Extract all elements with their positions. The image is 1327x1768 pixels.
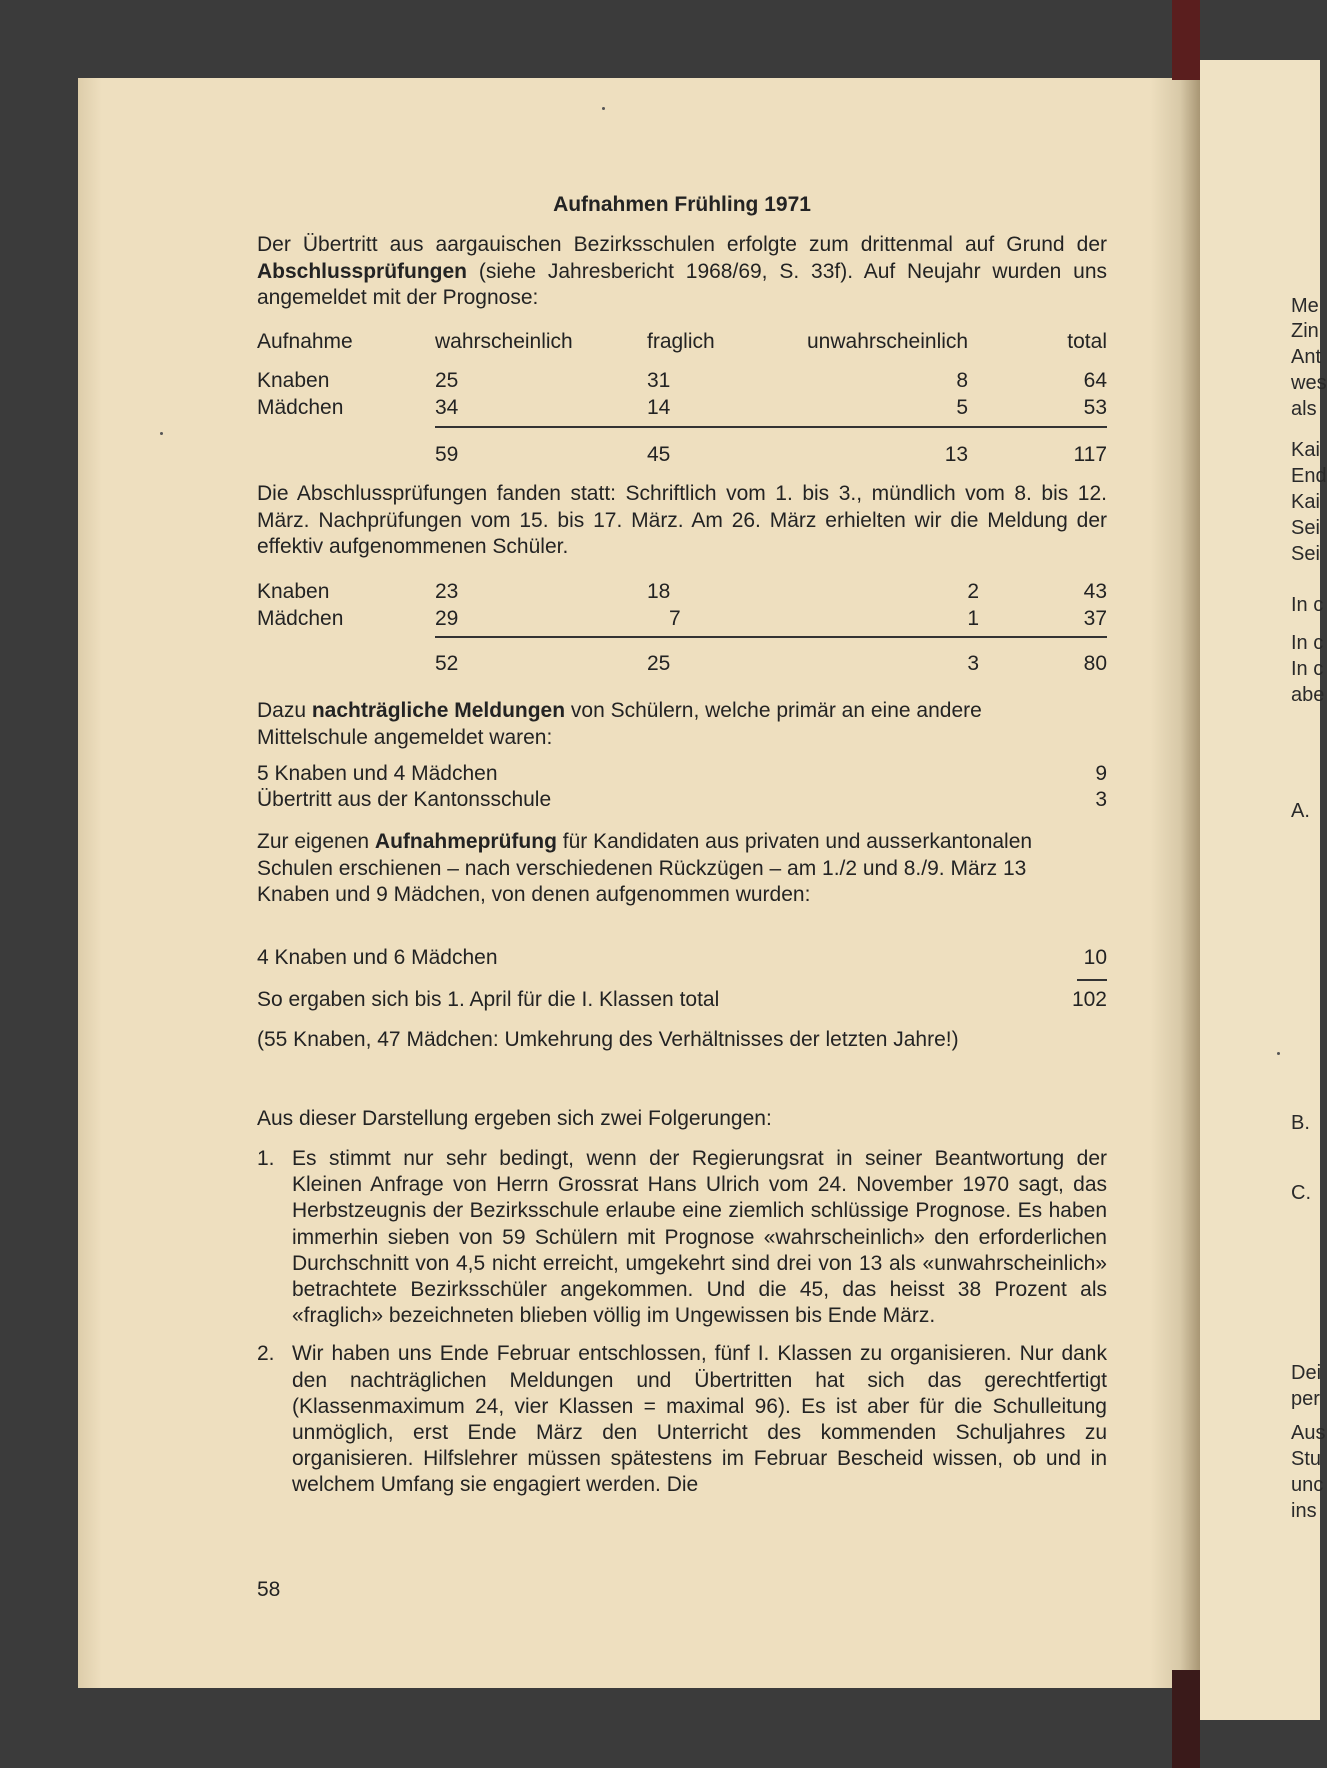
- margin-fragment: Me: [1291, 295, 1319, 317]
- margin-fragment: Zin: [1291, 320, 1319, 342]
- margin-fragment: Aus: [1291, 1422, 1326, 1444]
- speck: [160, 432, 163, 435]
- table-row: Knaben 25 31 8 64: [257, 368, 1107, 392]
- sum-rule: [1077, 979, 1107, 981]
- margin-fragment: Stu: [1291, 1448, 1322, 1470]
- margin-fragment: B.: [1291, 1112, 1310, 1134]
- admitted-table: [257, 578, 1107, 677]
- late-registrations-paragraph: Dazu nachträgliche Meldungen von Schülern, welche primär an eine andere Mittelschule angemeldet waren:: [257, 699, 982, 749]
- margin-fragment: Sei: [1291, 543, 1320, 565]
- table-sum-rule: [435, 426, 1107, 428]
- table-row: Knaben 23 18 2 43: [257, 579, 1107, 603]
- total-line: So ergaben sich bis 1. April für die I. Klassen total 102: [257, 988, 1107, 1011]
- margin-fragment: per: [1291, 1388, 1320, 1410]
- list-item: 1. Es stimmt nur sehr bedingt, wenn der Regierungsrat in seiner Beantwortung der Kleinen Anfrage von Herrn Grossrat Hans Ulrich vom 24. November 1970 sagt, das Herbstzeugnis der Bezirksschule erlaube eine ziemlich schlüssige Prognose. Es haben immerhin sieben von 59 Schülern mit Prognose «wahrscheinlich» den erforderlichen Durchschnitt von 4,5 nicht erreicht, umgekehrt sind drei von 13 als «unwahrscheinlich» betrachtete Bezirksschüler angekommen. Und die 45, das heisst 38 Prozent als «fraglich» bezeichneten blieben völlig im Ungewissen bis Ende März.: [257, 1147, 1107, 1328]
- page-title: Aufnahmen Frühling 1971: [553, 193, 811, 216]
- list-item: 4 Knaben und 6 Mädchen 10: [257, 946, 1107, 969]
- speck: [1277, 1052, 1280, 1055]
- table-header: total: [1067, 329, 1107, 353]
- table-row: Mädchen 29 7 1 37: [257, 606, 1107, 630]
- page-number: 58: [257, 1578, 281, 1601]
- margin-fragment: als: [1291, 398, 1317, 420]
- margin-fragment: In c: [1291, 632, 1324, 654]
- table-header: wahrscheinlich: [435, 329, 573, 353]
- list-item: 5 Knaben und 4 Mädchen 9: [257, 762, 1107, 785]
- margin-fragment: ins: [1291, 1500, 1317, 1522]
- table-totals-row: 52 25 3 80: [435, 651, 1107, 675]
- intro-paragraph: Der Übertritt aus aargauischen Bezirksschulen erfolgte zum drittenmal auf Grund der Abschlussprüfungen (siehe Jahresbericht 1968/69, S. 33f). Auf Neujahr wurden uns angemeldet mit der Prognose:: [257, 233, 1107, 309]
- table-totals-row: 59 45 13 117: [435, 442, 1107, 466]
- margin-fragment: Ant: [1291, 346, 1322, 368]
- result-note: (55 Knaben, 47 Mädchen: Umkehrung des Verhältnisses der letzten Jahre!): [257, 1028, 959, 1051]
- margin-fragment: Dei: [1291, 1362, 1322, 1384]
- late-bold-term: nachträgliche Meldungen: [311, 699, 566, 722]
- intro-bold-term: Abschlussprüfungen: [257, 259, 468, 283]
- conclusion-list: [257, 1146, 1107, 1511]
- conclusion-intro: Aus dieser Darstellung ergeben sich zwei Folgerungen:: [257, 1107, 772, 1130]
- table-header: fraglich: [647, 329, 715, 353]
- bookmark-ribbon-bottom: [1172, 1670, 1200, 1768]
- margin-fragment: Sei: [1291, 517, 1320, 539]
- book-fold: [1150, 78, 1200, 1688]
- own-exam-bold-term: Aufnahmeprüfung: [374, 830, 557, 853]
- table-header: unwahrscheinlich: [807, 329, 969, 353]
- prognosis-table: [257, 328, 1107, 468]
- margin-fragment: End: [1291, 465, 1327, 487]
- table-header-row: [257, 328, 1107, 355]
- margin-fragment: unc: [1291, 1474, 1324, 1496]
- own-exam-paragraph: Zur eigenen Aufnahmeprüfung für Kandidaten aus privaten und ausserkantonalen Schulen erschienen – nach verschiedenen Rückzügen – am 1./2 und 8./9. März 13 Knaben und 9 Mädchen, von denen aufgenommen wurden:: [257, 830, 1033, 906]
- page-edge: [78, 78, 102, 1688]
- table-header: Aufnahme: [257, 329, 353, 353]
- margin-fragment: A.: [1291, 800, 1310, 822]
- margin-fragment: In c: [1291, 594, 1324, 616]
- margin-fragment: Kai: [1291, 439, 1320, 461]
- margin-fragment: In c: [1291, 658, 1324, 680]
- margin-fragment: C.: [1291, 1182, 1311, 1204]
- list-item: 2. Wir haben uns Ende Februar entschlossen, fünf I. Klassen zu organisieren. Nur dank den nachträglichen Meldungen und Übertritten hat sich das gerechtfertigt (Klassenmaximum 24, vier Klassen = maximal 96). Es ist aber für die Schulleitung unmöglich, erst Ende März den Unterricht des kommenden Schuljahres zu organisieren. Hilfslehrer müssen spätestens im Februar Bescheid wissen, ob und in welchem Umfang sie engagiert werden. Die: [257, 1342, 1107, 1497]
- table-row: Mädchen 34 14 5 53: [257, 395, 1107, 419]
- speck: [602, 107, 605, 110]
- margin-fragment: wes: [1291, 372, 1327, 394]
- margin-fragment: abe: [1291, 684, 1325, 706]
- bookmark-ribbon: [1172, 0, 1200, 80]
- table-sum-rule: [435, 636, 1107, 638]
- list-item: Übertritt aus der Kantonsschule 3: [257, 788, 1107, 811]
- margin-fragment: Kai: [1291, 491, 1320, 513]
- exam-paragraph: Die Abschlussprüfungen fanden statt: Schriftlich vom 1. bis 3., mündlich vom 8. bis 12. März. Nachprüfungen vom 15. bis 17. März. Am 26. März erhielten wir die Meldung der effektiv aufgenommenen Schüler.: [257, 482, 1107, 558]
